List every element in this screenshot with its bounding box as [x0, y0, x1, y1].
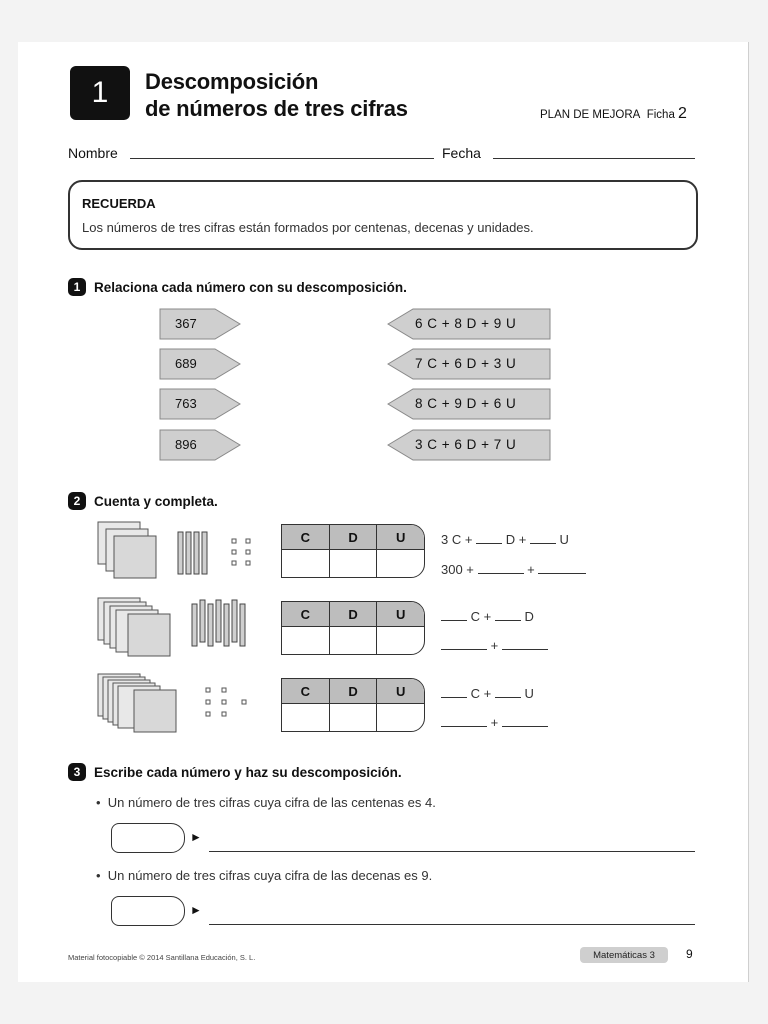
decomposition-tag-4[interactable]: [387, 428, 551, 462]
answer-blank[interactable]: [538, 561, 586, 574]
answer-blank[interactable]: [502, 714, 548, 727]
exercise-2-number: 2: [68, 492, 86, 510]
exercise-1-text: Relaciona cada número con su descomposición.: [94, 279, 407, 295]
unit-number-badge: [70, 66, 130, 120]
decomposition-value: 3 C + 6 D + 7 U: [415, 437, 517, 452]
answer-blank[interactable]: [502, 637, 548, 650]
equation-row-3-line-1: [441, 685, 534, 701]
cdu-table-2: [281, 601, 425, 655]
equation-row-2-line-1: [441, 608, 534, 624]
date-field[interactable]: [493, 158, 695, 159]
equation-row-2-line-2: [441, 637, 548, 653]
cell-u[interactable]: [377, 704, 424, 731]
hundred-flat-icon: [98, 598, 170, 656]
item-text: Un número de tres cifras cuya cifra de las centenas es 4.: [107, 795, 436, 810]
eq-text: D: [524, 609, 534, 624]
number-tag-763[interactable]: [159, 387, 241, 421]
recuerda-box: [68, 180, 698, 250]
header-d: D: [330, 679, 378, 703]
ficha-number: 2: [678, 105, 687, 122]
eq-text: U: [524, 686, 534, 701]
exercise-2-title: [68, 492, 218, 510]
arrow-tag-right-shape: [159, 347, 241, 381]
header-u: U: [395, 529, 406, 545]
header-u: U: [395, 606, 406, 622]
ten-rod-icon: [192, 600, 245, 646]
cdu-table-1: [281, 524, 425, 578]
cell-d[interactable]: [330, 627, 378, 654]
copyright-text: Material fotocopiable © 2014 Santillana Educación, S. L.: [68, 953, 256, 962]
arrow-tag-right-shape: [159, 307, 241, 341]
header-u: U: [395, 683, 406, 699]
eq-text: C +: [470, 609, 492, 624]
arrow-right-icon: ►: [190, 830, 202, 844]
arrow-tag-right-shape: [159, 428, 241, 462]
exercise-3-number: 3: [68, 763, 86, 781]
cell-u[interactable]: [377, 550, 424, 577]
number-answer-box-1[interactable]: [111, 823, 185, 853]
equation-row-1-line-1: [441, 531, 569, 547]
title-line-2: de números de tres cifras: [145, 96, 408, 121]
cell-c[interactable]: [282, 627, 330, 654]
number-value: 689: [175, 356, 197, 371]
decomposition-value: 7 C + 6 D + 3 U: [415, 356, 517, 371]
number-value: 763: [175, 396, 197, 411]
plan-de-mejora-label: PLAN DE MEJORA: [540, 109, 641, 121]
hundred-flat-icon: [98, 674, 176, 732]
ficha-label: Ficha: [646, 109, 675, 121]
answer-blank[interactable]: [441, 608, 467, 621]
plan-label: [540, 105, 687, 123]
decomposition-tag-2[interactable]: [387, 347, 551, 381]
exercise-1-number: 1: [68, 278, 86, 296]
name-label: Nombre: [68, 145, 118, 161]
cell-d[interactable]: [330, 550, 378, 577]
title-line-1: Descomposición: [145, 69, 319, 94]
name-field[interactable]: [130, 158, 434, 159]
eq-text: C +: [470, 686, 492, 701]
answer-blank[interactable]: [530, 531, 556, 544]
exercise-3-item-2: • Un número de tres cifras cuya cifra de las decenas es 9.: [96, 868, 433, 883]
answer-blank[interactable]: [478, 561, 524, 574]
cell-d[interactable]: [330, 704, 378, 731]
answer-blank[interactable]: [495, 608, 521, 621]
answer-blank[interactable]: [495, 685, 521, 698]
cell-c[interactable]: [282, 550, 330, 577]
arrow-right-icon: ►: [190, 903, 202, 917]
number-tag-896[interactable]: [159, 428, 241, 462]
worksheet-page: [18, 42, 749, 982]
header-c: C: [282, 602, 330, 626]
decomposition-answer-line-2[interactable]: [209, 924, 695, 925]
exercise-3-item-1: • Un número de tres cifras cuya cifra de las centenas es 4.: [96, 795, 436, 810]
answer-blank[interactable]: [441, 714, 487, 727]
number-tag-367[interactable]: [159, 307, 241, 341]
header-c: C: [282, 525, 330, 549]
subject-badge: [580, 947, 668, 963]
item-text: Un número de tres cifras cuya cifra de las decenas es 9.: [107, 868, 433, 883]
number-answer-box-2[interactable]: [111, 896, 185, 926]
answer-blank[interactable]: [441, 637, 487, 650]
header-d: D: [330, 602, 378, 626]
equation-row-3-line-2: [441, 714, 548, 730]
unit-number: 1: [91, 76, 109, 109]
eq-text: +: [490, 715, 499, 730]
header-d: D: [330, 525, 378, 549]
arrow-tag-right-shape: [159, 387, 241, 421]
exercise-2-text: Cuenta y completa.: [94, 493, 218, 509]
base-ten-blocks-row-3: [96, 672, 266, 736]
base-ten-blocks-row-2: [96, 596, 266, 658]
decomposition-tag-1[interactable]: [387, 307, 551, 341]
exercise-1-title: [68, 278, 407, 296]
ten-rod-icon: [178, 532, 207, 574]
number-value: 896: [175, 437, 197, 452]
date-label: Fecha: [442, 145, 481, 161]
answer-blank[interactable]: [476, 531, 502, 544]
decomposition-answer-line-1[interactable]: [209, 851, 695, 852]
exercise-3-title: [68, 763, 402, 781]
cell-c[interactable]: [282, 704, 330, 731]
page-number: 9: [686, 947, 693, 961]
unit-cube-icon: [206, 688, 246, 716]
eq-text: D +: [505, 532, 527, 547]
answer-blank[interactable]: [441, 685, 467, 698]
eq-text: 300 +: [441, 562, 474, 577]
decomposition-value: 6 C + 8 D + 9 U: [415, 316, 517, 331]
cell-u[interactable]: [377, 627, 424, 654]
eq-text: 3 C +: [441, 532, 473, 547]
number-tag-689[interactable]: [159, 347, 241, 381]
decomposition-tag-3[interactable]: [387, 387, 551, 421]
base-ten-blocks-row-1: [96, 520, 266, 580]
decomposition-value: 8 C + 9 D + 6 U: [415, 396, 517, 411]
eq-text: +: [527, 562, 535, 577]
number-value: 367: [175, 316, 197, 331]
equation-row-1-line-2: [441, 561, 586, 577]
page-title: [145, 68, 408, 122]
eq-text: U: [559, 532, 569, 547]
header-c: C: [282, 679, 330, 703]
eq-text: +: [490, 638, 499, 653]
recuerda-heading: RECUERDA: [82, 196, 156, 211]
subject-text: Matemáticas 3: [593, 949, 655, 961]
exercise-3-text: Escribe cada número y haz su descomposición.: [94, 764, 402, 780]
cdu-table-3: [281, 678, 425, 732]
unit-cube-icon: [232, 539, 250, 565]
recuerda-text: Los números de tres cifras están formados por centenas, decenas y unidades.: [82, 220, 534, 235]
hundred-flat-icon: [98, 522, 156, 578]
